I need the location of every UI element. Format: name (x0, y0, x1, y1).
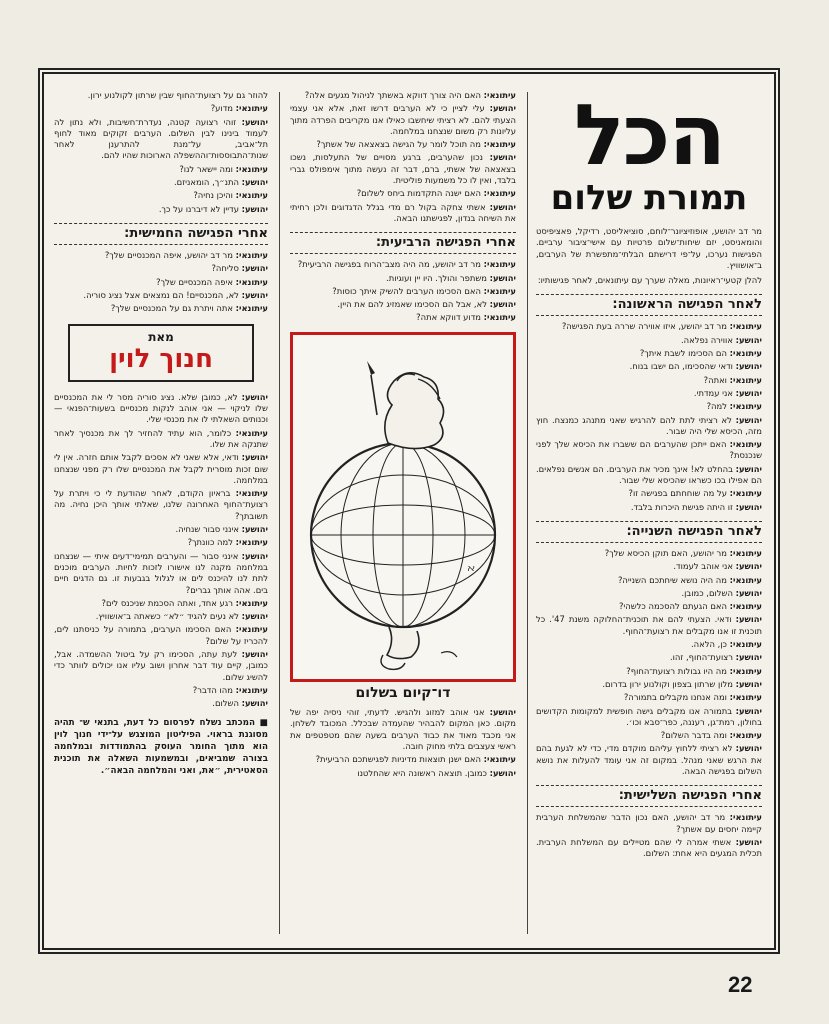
dialogue-text: התנ״ך, הומאניזם. (174, 177, 239, 188)
headline-title: הכל (573, 86, 725, 184)
dialogue-line (54, 452, 268, 486)
dialogue-text: עלי לציין כי לא הערבים דרשו זאת, אלא אני עצמי הצעתי להם. לא רציתי שיחשבו כאילו אנו מקריבים הפרדה מתוך עליונות רק משום שנצחנו במלחמה. (290, 103, 516, 136)
dialogue-text: ואתה? (703, 374, 727, 385)
dialogue-text: מלון שרתון בצפון וקולנוע ירון בדרום. (602, 678, 733, 689)
dialogue-line (54, 698, 268, 709)
speaker-label: עיתונאי: (729, 439, 762, 450)
dialogue-line (54, 290, 268, 301)
dialogue-line (536, 548, 762, 559)
dialogue-line (290, 273, 516, 284)
speaker-label: יהושע: (735, 414, 762, 425)
speaker-label: עיתונאי: (483, 285, 516, 296)
dialogue-text: מדוע דווקא אתה? (416, 312, 481, 323)
dialogue-text: לא, המכנסיים! הם נמצאים אצל נציג סוריה. (83, 289, 239, 300)
dialogue-line (290, 90, 516, 101)
page-number: 22 (728, 972, 753, 997)
dialogue-line (536, 812, 762, 835)
dialogue-text: זוהי רצועה קטנה, נעדרת־חשיבות, ולא נתון לה לעמוד בינינו לבין השלום. הערבים זקוקים מאוד לחוף תל־אביב, על־מנת להתרענן לאחר שנות־התבוססות־וההשפלה הארוכות שהיו להם. (54, 116, 268, 161)
speaker-label: עיתונאי: (483, 188, 516, 199)
dialogue-line (536, 375, 762, 386)
dialogue-line (536, 502, 762, 513)
speaker-label: יהושע: (735, 334, 762, 345)
dialogue-text: מר דב יהושע, מה היה מצב־הרוח בפגישה הרביעית? (297, 259, 481, 270)
dialogue-line (54, 685, 268, 696)
speaker-label: עיתונאי: (729, 547, 762, 558)
dialogue-line (54, 177, 268, 188)
speaker-label: יהושע: (735, 463, 762, 474)
section-title: אחרי הפגישה השלישית: (536, 785, 762, 807)
dialogue-line (536, 652, 762, 663)
dialogue-text: רגע אחד, ואתה הסכמת שניכנס לים? (101, 597, 233, 608)
dialogue-line (536, 401, 762, 412)
dialogue-line (290, 188, 516, 199)
dialogue-line (54, 90, 268, 101)
dialogue-line (54, 277, 268, 288)
speaker-label: עיתונאי: (235, 537, 268, 548)
dialogue-text: הם הסכימו לשבת איתך? (639, 348, 727, 359)
byline-from: מאת (148, 330, 174, 345)
dialogue-line (536, 321, 762, 332)
speaker-label: עיתונאי: (729, 374, 762, 385)
dialogue-text: מהו הדבר? (192, 684, 233, 695)
dialogue-text: למה כוונתך? (187, 537, 233, 548)
dialogue-text: אני אוהב לעמוד. (673, 561, 733, 572)
dialogue-text: סליחה? (211, 263, 239, 274)
dialogue-text: לא נעים להגיד ״לא״ כשאתה ב־אושוויץ. (95, 611, 239, 622)
dialogue-line (290, 768, 516, 779)
section-title: לאחר הפגישה הראשונה: (536, 294, 762, 316)
dialogue-text: האם הסכימו הערבים, בתמורה על כניסתנו לים, להכריז על שלום? (54, 624, 268, 646)
article-frame (38, 68, 780, 954)
byline-author: חנוך לוין (109, 343, 213, 374)
dialogue-line (536, 575, 762, 586)
dialogue-text: והיכן נחיה? (193, 190, 233, 201)
speaker-label: עיתונאי: (483, 312, 516, 323)
dialogue-line (536, 743, 762, 777)
dialogue-line (290, 139, 516, 150)
dialogue-line (536, 679, 762, 690)
speaker-label: עיתונאי: (729, 730, 762, 741)
dialogue-line (536, 561, 762, 572)
speaker-label: עיתונאי: (235, 488, 268, 499)
speaker-label: עיתונאי: (235, 276, 268, 287)
dialogue-text: אתה ויתרת גם על המכנסיים שלך? (110, 303, 233, 314)
dialogue-text: בראיון הקודם, לאחר שהודעת לי כי ויתרת על רצועת־החוף האחרונה שלנו, שאלתי אותך היכן נחיה. מה תשובתך? (54, 488, 268, 521)
column-right (536, 86, 763, 936)
speaker-label: יהושע: (241, 203, 268, 214)
column-divider (527, 92, 528, 934)
dialogue-line (536, 837, 762, 860)
dialogue-text: נכון שהערבים, ברגע מסויים של התעלסות, נשכו בצאצאה של אשתי, ברם, דבר זה נעשה מתוך אימפולס גברי בלבד, ואין לו כל משמעות פוליטית. (290, 152, 516, 186)
section-title: אחרי הפגישה החמישית: (54, 223, 268, 245)
dialogue-line (536, 730, 762, 741)
speaker-label: יהושע: (735, 836, 762, 847)
speaker-label: יהושע: (241, 116, 268, 127)
dialogue-text: אשתי אמרה לי שהם מטיילים עם המשלחת הערבית. תכלית המגעים היא אחת: השלום. (536, 836, 762, 859)
section-title: אחרי הפגישה הרביעית: (290, 232, 516, 254)
dialogue-line (54, 250, 268, 261)
speaker-label: יהושע: (735, 614, 762, 625)
dialogue-text: לא, כמובן שלא. נציג סוריה מסר לי את המכנסיים שלו לניקוי — אני אוהב לנקות מכנסיים בשעות־הפנאי — וכנותים השאלתי לו את מכנסי שלי. (54, 391, 268, 425)
dialogue-text: ודאי. הצעתי להם את תוכנית־החלוקה משנת 47'. כל תוכנית זו אנו מקבלים את רצועת־החוף. (536, 614, 762, 636)
dialogue-text: בתמורה אנו מקבלים גישה חופשית למקומות הקדושים בחולון, רמת־גן, רעננה, כפר־סבא וכו׳. (536, 705, 762, 727)
speaker-label: יהושע: (489, 272, 516, 283)
speaker-label: יהושע: (241, 452, 268, 463)
speaker-label: יהושע: (735, 361, 762, 372)
speaker-label: עיתונאי: (729, 692, 762, 703)
dialogue-line (54, 303, 268, 314)
dialogue-line (536, 415, 762, 438)
globe-cartoon-drawing (293, 335, 513, 679)
dialogue-text: עדיין לא דיברנו על כך. (158, 203, 239, 214)
cartoon-caption: דו־קיום בשלום (355, 684, 451, 701)
dialogue-line (536, 335, 762, 346)
speaker-label: עיתונאי: (729, 812, 762, 823)
dialogue-line (54, 537, 268, 548)
speaker-label: עיתונאי: (235, 249, 268, 260)
speaker-label: יהושע: (241, 524, 268, 535)
speaker-label: עיתונאי: (729, 665, 762, 676)
dialogue-line (536, 666, 762, 677)
dialogue-text: מר דב יהושע, איזו אווירה שררה בעת הפגישה? (561, 321, 727, 332)
speaker-label: יהושע: (735, 678, 762, 689)
speaker-label: יהושע: (735, 501, 762, 512)
dialogue-line (290, 286, 516, 297)
dialogue-text: כן, הלאה. (690, 639, 727, 650)
dialogue-line (536, 614, 762, 637)
speaker-label: עיתונאי: (235, 684, 268, 695)
dialogue-line (290, 707, 516, 752)
speaker-label: יהושע: (489, 707, 516, 718)
dialogue-text: רצועת־החוף, זהו. (669, 652, 733, 663)
speaker-label: יהושע: (735, 587, 762, 598)
dialogue-line (536, 439, 762, 462)
speaker-label: עיתונאי: (235, 103, 268, 114)
speaker-label: עיתונאי: (483, 754, 516, 765)
dialogue-line (54, 611, 268, 622)
svg-text:ﬡ: ﬡ (467, 563, 475, 574)
speaker-label: יהושע: (735, 705, 763, 716)
speaker-label: יהושע: (489, 201, 516, 212)
speaker-label: עיתונאי: (235, 427, 269, 438)
speaker-label: יהושע: (241, 391, 268, 402)
dialogue-line (536, 464, 762, 487)
dialogue-line (290, 312, 516, 323)
dialogue-text: האם הגעתם להסכמה כלשהי? (618, 601, 727, 612)
speaker-label: עיתונאי: (235, 190, 268, 201)
dialogue-text: להוזר גם על רצועת־החוף שבין שרתון לקולנוע ירון. (87, 90, 268, 100)
dialogue-line (290, 754, 516, 765)
dialogue-text: אווירה נפלאה. (680, 334, 733, 345)
editor-note: ■ המכתב נשלח לפרסום כל דעת, בתנאי ש־ תהיה מסוגנת בראוי. הפיליטון המוצגש על־ידי חנוך לוין הוא מתוך החומר העוסק בהתמודדות ובמלחמה בצורה שמביאים, ובמשמעות השאלה את תוכנית הסאטירית, ״את, ואני והמלחמה הבאה״. (54, 718, 268, 777)
dialogue-text: כלומר, הוא עתיד להחזיר לך את מכנסיך לאחר שתנקה את שלו. (54, 427, 268, 449)
speaker-label: עיתונאי: (729, 321, 762, 332)
dialogue-line (536, 706, 762, 729)
dialogue-line (536, 601, 762, 612)
dialogue-line (290, 103, 516, 137)
dialogue-line (290, 299, 516, 310)
dialogue-line (54, 392, 268, 426)
dialogue-text: מר יהושע, האם תוקן הכיסא שלך? (604, 547, 727, 558)
dialogue-text: לא רציתי ללחוץ עליהם מוקדם מדי, כדי לא לגעת בהם את הרגש שאני מנהל. במקום זה אני עומד להעלות את נושא השלום בפגישה הבאה. (536, 743, 762, 776)
speaker-label: עיתונאי: (729, 574, 762, 585)
dialogue-text: בהחלט לא! אינך מכיר את הערבים. הם אנשים נפלאים. הם אפילו בכו כשראו שהכיסא שלי שבור. (536, 463, 762, 486)
dialogue-text: אשתי צחקה בקול רם מדי בגלל הדגדוגים ולכן רחיתי את השיחה בנדון, לפגישתנו הבאה. (290, 201, 516, 223)
dialogue-text: לעת עתה, הסכימו רק על ביטול ההשמדה. אבל, כמובן, קיים עוד דבר אחרון ושוב עליו אנו יכולים לוותר כדי להשיג שלום. (54, 648, 268, 682)
speaker-label: עיתונאי: (729, 488, 762, 499)
speaker-label: יהושע: (489, 767, 516, 778)
intro-paragraph: מר דב יהושע, אופוזיציונר־לוחם, סוציאליסט, רדיקל, פאציפיסט והומאניסט, יזם שיחות־שלום פרטיות עם אישי־ציבור ערביים. הפגישות נערכו, על־פי דרישתם הבלתי־מתפשרת של הערבים, ב־אושוויץ. (536, 226, 762, 270)
speaker-label: יהושע: (489, 103, 516, 114)
dialogue-text: מה היו גבולות רצועת־החוף? (626, 665, 727, 676)
speaker-label: יהושע: (241, 611, 268, 622)
dialogue-text: מר דב יהושע, איפה המכנסיים שלך? (104, 249, 233, 260)
dialogue-line (290, 152, 516, 186)
dialogue-text: ומה בדבר השלום? (660, 730, 727, 741)
speaker-label: עיתונאי: (729, 639, 762, 650)
dialogue-text: מדוע? (210, 103, 233, 114)
dialogue-line (54, 598, 268, 609)
dialogue-text: לא, אבל הם הסכימו שאמזיג להם את היין. (337, 299, 487, 310)
speaker-label: יהושע: (735, 652, 762, 663)
dialogue-text: האם ישנה התקדמות ביחס לשלום? (356, 188, 481, 199)
speaker-label: יהושע: (241, 648, 268, 659)
dialogue-text: האם היה צורך דווקא באשתך לניהול מגעים אלה? (304, 90, 481, 100)
speaker-label: יהושע: (735, 561, 762, 572)
speaker-label: יהושע: (241, 698, 268, 709)
dialogue-text: לא רציתי לתת להם להרגיש שאני מתנהג כמנצח. חוץ מזה, הכיסא שלי היה שבור. (536, 414, 762, 436)
speaker-label: עיתונאי: (235, 163, 268, 174)
dialogue-text: ומה יישאר לנו? (179, 163, 233, 174)
dialogue-text: השלום, כמובן. (681, 587, 733, 598)
dialogue-line (54, 263, 268, 274)
speaker-label: יהושע: (735, 387, 762, 398)
dialogue-line (54, 551, 268, 596)
dialogue-line (536, 488, 762, 499)
dialogue-line (54, 428, 268, 451)
dialogue-line (536, 361, 762, 372)
dialogue-line (536, 388, 762, 399)
column-middle (290, 90, 516, 936)
speaker-label: יהושע: (241, 289, 268, 300)
dialogue-line (536, 588, 762, 599)
dialogue-line (290, 202, 516, 225)
dialogue-text: איפה המכנסיים שלך? (156, 276, 233, 287)
speaker-label: יהושע: (241, 177, 268, 188)
speaker-label: עיתונאי: (235, 624, 268, 635)
speaker-label: יהושע: (489, 152, 516, 163)
dialogue-text: אינני סבור שנחיה. (175, 524, 239, 535)
dialogue-line (536, 348, 762, 359)
dialogue-line (54, 190, 268, 201)
dialogue-line (54, 488, 268, 522)
dialogue-line (54, 624, 268, 647)
speaker-label: עיתונאי: (483, 259, 516, 270)
dialogue-text: למה? (706, 401, 727, 412)
speaker-label: עיתונאי: (729, 348, 762, 359)
dialogue-text: על מה שוחחתם בפגישה זו? (628, 488, 727, 499)
dialogue-text: אינני סבור — והערבים תמימי־דעים איתי — שנצחנו במלחמה מקנה לנו אישורו לזכות לחיות. הערבים מוכנים לתת לנו להיכנס לים או לגלול בגבעות זו. גם הדגים חיים בים. אהה אותך גברים? (54, 550, 268, 595)
byline-box (68, 324, 254, 381)
dialogue-line (54, 103, 268, 114)
dialogue-text: כמובן. תוצאה ראשונה היא שהחלטנו (357, 767, 487, 778)
speaker-label: עיתונאי: (729, 401, 762, 412)
dialogue-line (536, 639, 762, 650)
speaker-label: יהושע: (241, 263, 268, 274)
dialogue-text: זו היתה פגישת היכרות בלבד. (630, 501, 733, 512)
section-title: לאחר הפגישה השנייה: (536, 521, 762, 543)
speaker-label: עיתונאי: (729, 601, 762, 612)
dialogue-text: מה תוכל לומר על הגישה בצאצאה של אשתך? (316, 139, 481, 150)
dialogue-line (54, 524, 268, 535)
intro-paragraph: להלן קטעי־ראיונות, מאלה שערך עם עיתונאים, לאחר פגישותיו: (537, 275, 762, 286)
dialogue-text: האם ייתכן שהערבים הם ששברו את הכיסא שלך לפני שנכנסת? (536, 439, 762, 461)
dialogue-text: האם ישנן תוצאות מדיניות לפגישתכם הרביעית? (315, 754, 481, 765)
headline-subtitle: תמורת שלום (550, 178, 748, 218)
dialogue-text: מה היה נושא שיחתכם השנייה? (617, 574, 727, 585)
dialogue-line (54, 117, 268, 162)
dialogue-line (290, 259, 516, 270)
dialogue-text: משתפר והולך. היו יין ועוגיות. (386, 272, 487, 283)
speaker-label: עיתונאי: (483, 90, 516, 100)
dialogue-text: ודאי, אלא שאני לא אסכים לקבל אותם חזרה. אין לי שום זכות מוסרית לקבל את המכנסיים שלו רק מפני שנצחנו במלחמה. (54, 452, 268, 485)
dialogue-text: האם הסכימו הערבים להשיק איתך כוסות? (332, 285, 481, 296)
speaker-label: עיתונאי: (235, 597, 268, 608)
dialogue-text: אני אוהב למזוג ולהגיש. לדעתי, זוהי ניסיה יפה של מקום. כאן המקום להבהיר שהעמדה שבכלל. המכובד לשלחן. אני מכבד מאוד את כבוד הערבים בשעה שהם מטפטפים את ראשי צעצבים בלתי מחוק חובה. (290, 707, 516, 751)
speaker-label: יהושע: (735, 743, 762, 754)
speaker-label: יהושע: (241, 550, 268, 561)
dialogue-text: מר דב יהושע, האם נכון הדבר שהמשלחת הערבית קיימה יחסים עם אשתך? (536, 812, 762, 834)
dialogue-text: ומה אנחנו מקבלים בתמורה? (623, 692, 727, 703)
dialogue-text: השלום. (212, 698, 239, 709)
dialogue-line (536, 692, 762, 703)
dialogue-text: אני עמדתי. (693, 387, 733, 398)
speaker-label: עיתונאי: (483, 139, 516, 150)
dialogue-line (54, 164, 268, 175)
dialogue-line (54, 649, 268, 683)
cartoon-illustration (290, 332, 516, 682)
dialogue-line (54, 204, 268, 215)
dialogue-text: ודאי שהסכימו, הם ישבו בנוח. (629, 361, 733, 372)
column-left (54, 90, 268, 936)
column-divider (279, 92, 280, 934)
speaker-label: עיתונאי: (235, 303, 268, 314)
speaker-label: יהושע: (489, 299, 516, 310)
